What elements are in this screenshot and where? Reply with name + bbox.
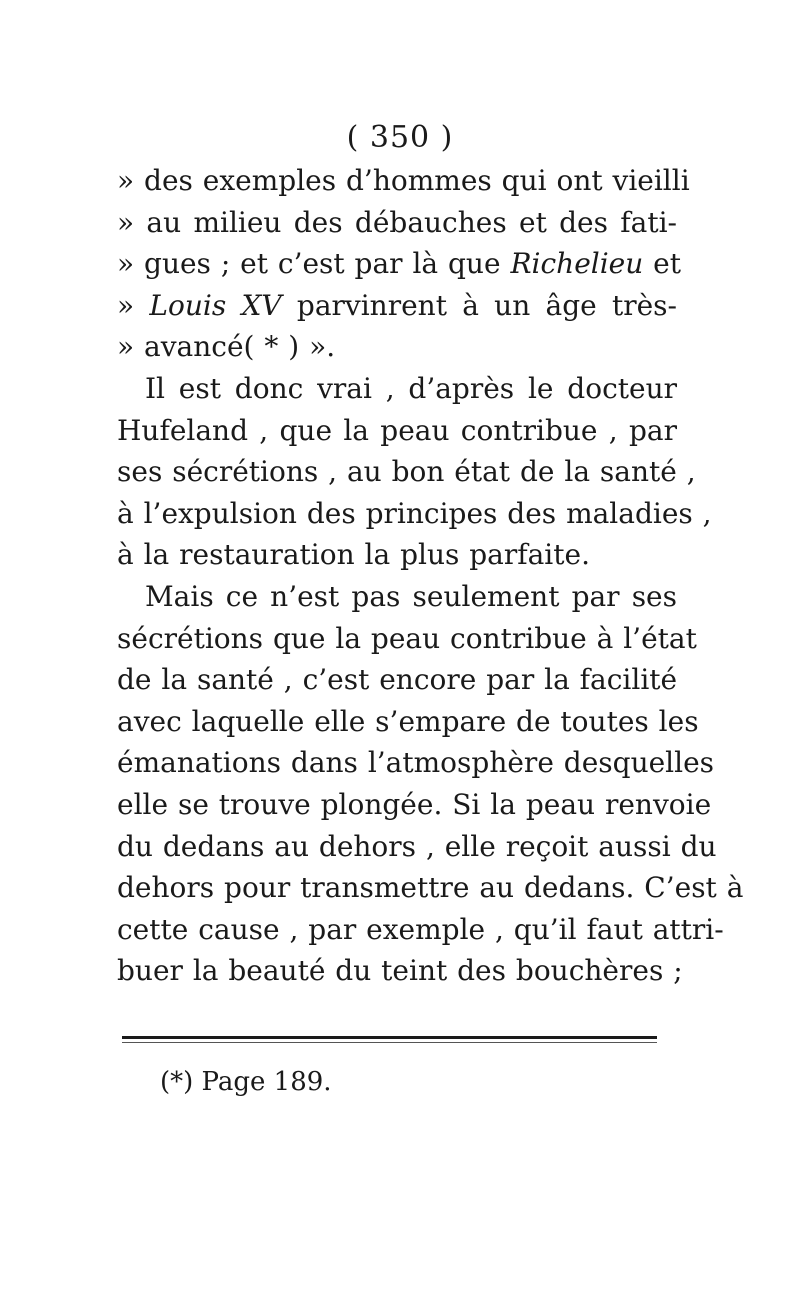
text-line: » des exemples d’hommes qui ont vieilli — [117, 164, 690, 197]
text-line: sécrétions que la peau contribue à l’état — [117, 621, 697, 655]
text-run: » gues ; et c’est par là que — [117, 247, 511, 281]
footnote-rule-thin — [122, 1042, 657, 1043]
text-line: Hufeland , que la peau contribue , par — [117, 413, 677, 447]
text-line: » au milieu des débauches et des fati- — [117, 205, 677, 239]
text-line: buer la beauté du teint des bouchères ; — [117, 954, 683, 988]
text-line: Mais ce n’est pas seulement par ses — [145, 579, 677, 613]
text-line — [117, 243, 682, 285]
text-run: et — [643, 247, 682, 281]
text-line: Il est donc vrai , d’après le docteur — [145, 371, 677, 405]
italic-name: Richelieu — [510, 247, 644, 281]
text-run: » — [117, 288, 150, 322]
text-line: de la santé , c’est encore par la facilité — [117, 663, 678, 697]
page-number: ( 350 ) — [346, 120, 454, 155]
text-line: à la restauration la plus parfaite. — [117, 538, 590, 572]
text-line: cette cause , par exemple , qu’il faut attri- — [117, 912, 724, 946]
text-line: du dedans au dehors , elle reçoit aussi du — [117, 829, 717, 863]
text-line: émanations dans l’atmosphère desquelles — [117, 746, 715, 780]
text-run: parvinrent à un âge très- — [281, 288, 677, 322]
footnote: (*) Page 189. — [160, 1067, 332, 1097]
text-line: » avancé( * ) ». — [117, 330, 336, 364]
body-text — [117, 160, 744, 992]
text-line: elle se trouve plongée. Si la peau renvoie — [117, 787, 712, 821]
text-line: ses sécrétions , au bon état de la santé , — [117, 455, 696, 489]
text-line — [117, 285, 677, 327]
text-line: dehors pour transmettre au dedans. C’est à — [117, 871, 744, 905]
text-line: à l’expulsion des principes des maladies , — [117, 496, 712, 530]
text-line: avec laquelle elle s’empare de toutes les — [117, 704, 699, 738]
italic-name: Louis XV — [149, 288, 282, 322]
footnote-rule — [122, 1036, 657, 1039]
